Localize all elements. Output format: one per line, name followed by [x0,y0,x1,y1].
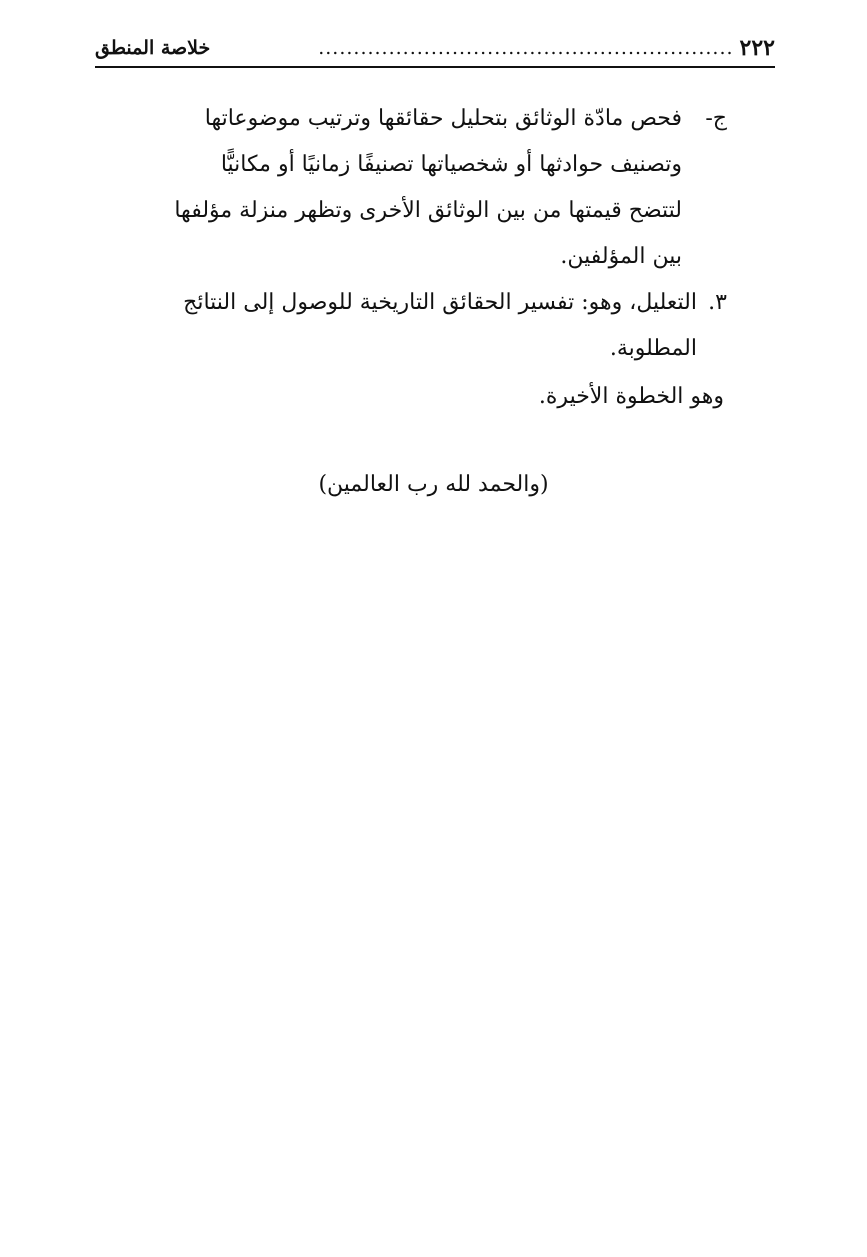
closing-phrase: (والحمد لله رب العالمين) [318,472,549,497]
text-line: فحص مادّة الوثائق بتحليل حقائقها وترتيب موضوعاتها [204,106,682,131]
text-line: بين المؤلفين. [560,244,682,269]
header-rule [95,66,775,68]
text-line: وتصنيف حوادثها أو شخصياتها تصنيفًا زمانيًا أو مكانيًّا [220,152,682,177]
text-line: التعليل، وهو: تفسير الحقائق التاريخية للوصول إلى النتائج [183,290,697,315]
text-line: لتتضح قيمتها من بين الوثائق الأخرى وتظهر منزلة مؤلفها [174,198,682,223]
page-number: ٢٢٢ [739,35,775,61]
leader-dots: ........................................................... [318,37,734,59]
page-header [95,30,775,66]
paragraph-final-step: وهو الخطوة الأخيرة. [538,384,724,409]
running-title: خلاصة المنطق [95,37,211,59]
item-marker: ٣. [708,290,727,315]
text-line: المطلوبة. [609,336,697,361]
item-marker: ج- [705,106,727,131]
